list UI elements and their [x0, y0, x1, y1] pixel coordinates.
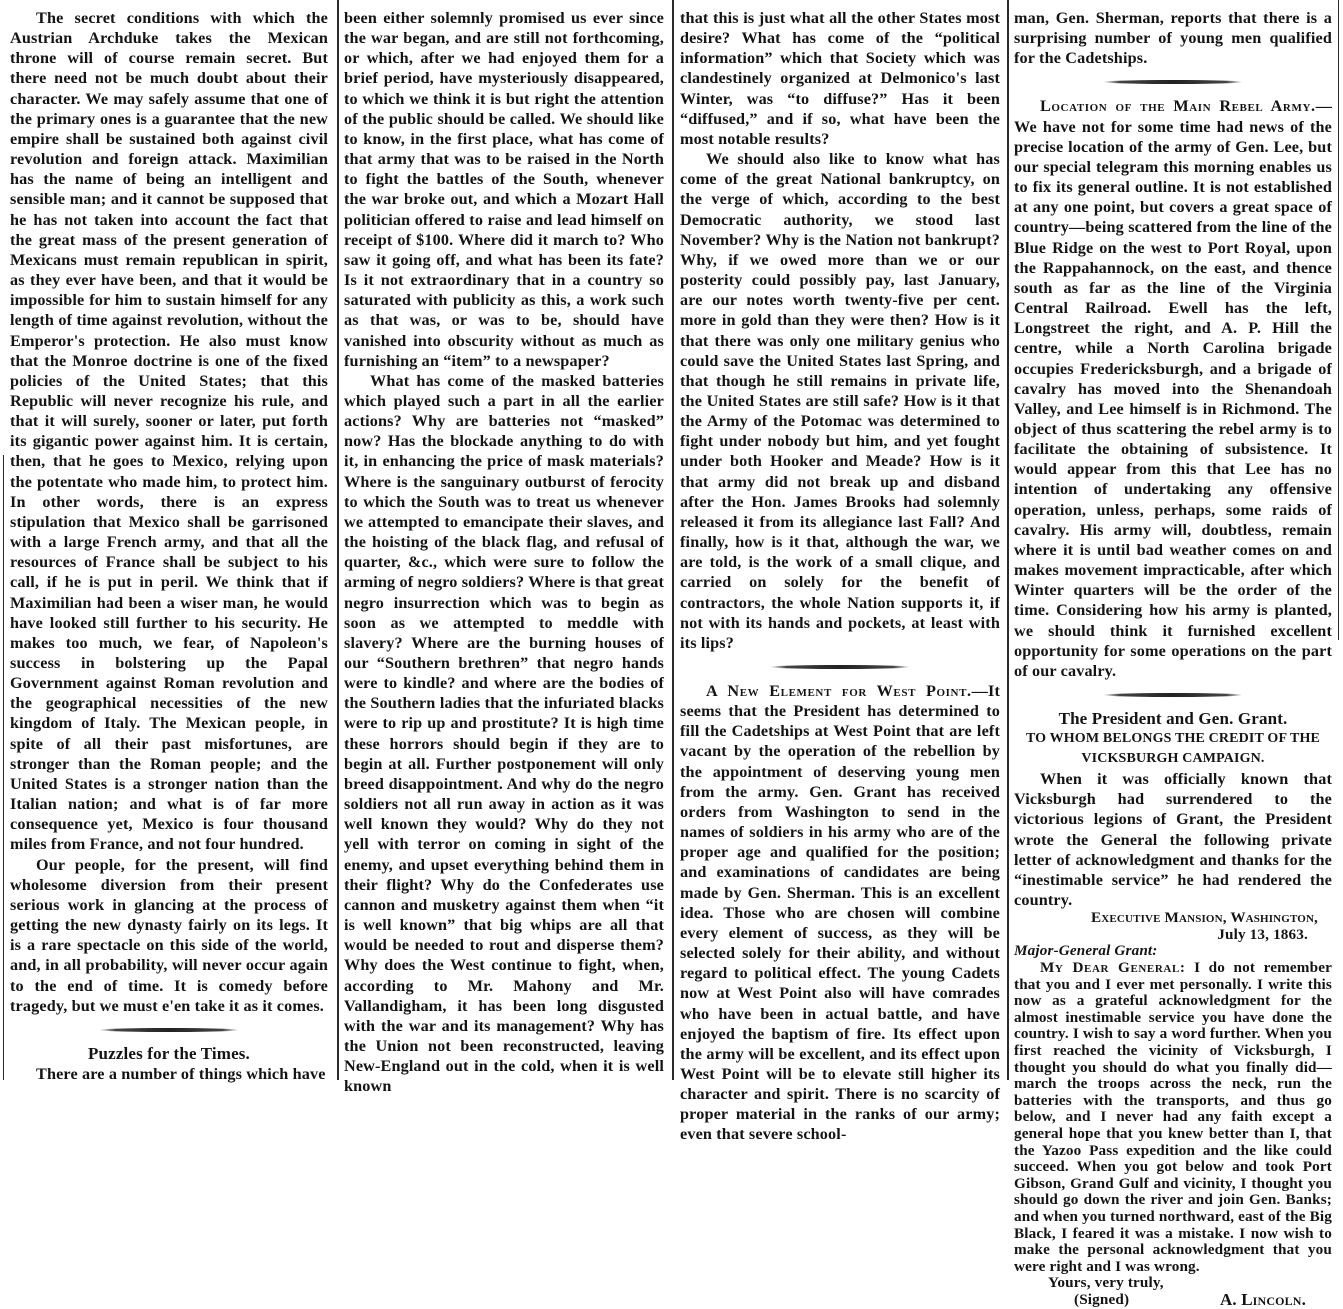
- section-divider: [99, 1028, 239, 1032]
- article-west-point-body: —It seems that the President has determined to fill the Cadetships at West Point that are left vacant by the operation of the rebellion by the appointment of deserving young men from the army. Gen. Grant has received orders from Washington to send in the names of soldiers in his army who are of the proper age and qualified for the position; and examinations of candidates are being made by Gen. Sherman. This is an excellent idea. Those who are chosen will combine every element of success, as they will be selected solely for their ability, and without regard to political effect. The young Cadets now at West Point also will have comrades who have been in actual battle, and have enjoyed the baptism of fire. Its effect upon the army will be excellent, and its effect upon West Point will be to elevate still higher its character and spirit. There is no scarcity of proper material in the ranks of our army; even that severe school-: [680, 682, 1000, 1144]
- letter-body-text: I do not remember that you and I ever met personally. I write this now as a grateful acknowledgment for the almost inestimable service you have done the country. I wish to say a word further. When you first reached the vicinity of Vicksburgh, I thought you should do what you finally did—march the troops across the neck, run the batteries with the transports, and thus go below, and I never had any faith except a general hope that you knew better than I, that the Yazoo Pass expedition and the like could succeed. When you got below and took Port Gibson, Grand Gulf and vicinity, I thought you should go down the river and join Gen. Banks; and when you turned northward, east of the Big Black, I feared it was a mistake. I now wish to make the personal acknowledgment that you were right and I was wrong.: [1014, 959, 1332, 1275]
- article-west-point-continued: man, Gen. Sherman, reports that there is a surprising number of young men qualified for the Cadetships.: [1014, 9, 1332, 68]
- column-1: [10, 0, 328, 1083]
- letter-body: [1014, 960, 1332, 1275]
- section-divider: [770, 665, 910, 669]
- column-rule-3: [1007, 0, 1009, 1080]
- article-rebel-army-body: —We have not for some time had news of the precise location of the army of Gen. Lee, but our special telegram this morning enables us to fix its general outline. It is not established at any one point, but covers a great space of country—being scattered from the line of the Blue Ridge on the west to Port Royal, upon the Rappahannock, on the east, and thence south as far as the line of the Virginia Central Railroad. Ewell has the left, Longstreet the right, and A. P. Hill the centre, while a North Carolina brigade occupies Fredericksburgh, and a brigade of cavalry has moved into the Shenandoah Valley, and Lee himself is in Richmond. The object of thus scattering the rebel army is to facilitate the obtaining of subsistence. It would appear from this that Lee has no intention of undertaking any offensive operation, unless, perhaps, some raids of cavalry. His army will, doubtless, remain where it is until bad weather comes on and makes movement impracticable, after which Winter quarters will be the order of the time. Considering how his army is planted, we should think it furnished excellent opportunity for some operations on the part of our cavalry.: [1014, 97, 1332, 680]
- article-puzzles-paragraph-2: What has come of the masked batteries which played such a part in all the earlier actions? Why are batteries not “masked” now? Has the blockade anything to do with it, in enhancing the price of mask materials? Where is the sanguinary outburst of ferocity to which the South was to treat us whenever we attempted to emancipate their slaves, and the hoisting of the black flag, and refusal of quarter, &c., which were sure to follow the arming of negro soldiers? Where is that great negro insurrection which was to begin as soon as we attempted to meddle with slavery? Where are the burning houses of our “Southern brethren” that negro hands were to kindle? and where are the bodies of the Southern ladies that the infuriated blacks were to rip up and prostitute? It is high time these horrors should begin if they are to begin at all. Further postponement will only breed disappointment. And why do the negro soldiers not all run away in action as it was well known they would? Why do they not yell with terror on coming in sight of the enemy, and upset everything behind them in their flight? Why do the Confederates use cannon and musketry against them when “it is well known” that big whips are all that would be needed to rout and disperse them? Why does the West continue to fight, when, according to Mr. Mahony and Mr. Vallandigham, it has been long disgusted with the war and its management? Why has the Union not been reconstructed, leaving New-England out in the cold, when it is well known: [344, 371, 664, 1096]
- article-puzzles-paragraph-4: We should also like to know what has come of the great National bankruptcy, on the verge of which, according to the best Democratic authority, we stood last November? Why is the Nation not bankrupt? Why, if we owed more than we or our posterity could possibly pay, last January, are our notes worth twenty-five per cent. more in gold than they were then? How is it that there was only one military genius who could save the United States last Spring, and that though he still remains in private life, the United States are still safe? How is it that the Army of the Potomac was determined to fight under nobody but him, and yet fought under both Hooker and Meade? How is it that army did not break up and disband after the Hon. James Brooks had solemnly released it from its allegiance last Fall? And finally, how is it that, although the war, we are told, is the work of a small clique, and carried on solely for the benefit of contractors, the whole Nation supports it, if not with its hands and pockets, at least with its lips?: [680, 150, 1000, 652]
- lincoln-letter: [1014, 910, 1332, 1308]
- heading-puzzles-for-the-times: Puzzles for the Times.: [88, 1043, 250, 1063]
- article-puzzles-opening: There are a number of things which have: [36, 1064, 326, 1083]
- article-west-point: [680, 681, 1000, 1145]
- letter-signed-label: (Signed): [1074, 1290, 1130, 1308]
- subheading-vicksburgh-credit: TO WHOM BELONGS THE CREDIT OF THE VICKSBURGH CAMPAIGN.: [1025, 731, 1321, 767]
- letter-dateline-place: Executive Mansion, Washington,: [1091, 909, 1318, 927]
- column-2: [344, 0, 664, 1096]
- letter-signature: A. Lincoln.: [1219, 1289, 1306, 1309]
- column-4: [1014, 0, 1332, 1309]
- section-divider: [1103, 693, 1243, 697]
- column-rule-right-edge: [1338, 0, 1339, 640]
- article-mexico-paragraph-2: Our people, for the present, will find wholesome diversion from their present serious work in glancing at the process of getting the new dynasty fairly on its legs. It is a rare spectacle on this side of the world, and, in all probability, will never occur again to the end of time. It is comedy before tragedy, but we must e'en take it as it comes.: [10, 855, 328, 1015]
- letter-dateline-date: July 13, 1863.: [1217, 925, 1308, 943]
- article-president-grant-intro: When it was officially known that Vicksburgh had surrendered to the victorious legions of Grant, the President wrote the General the following private letter of acknowledgment and thanks for the “inestimable service” he had rendered the country.: [1014, 770, 1332, 910]
- heading-president-and-gen-grant: The President and Gen. Grant.: [1058, 709, 1288, 728]
- letter-greeting: My Dear General:: [1040, 959, 1186, 977]
- column-rule-1: [337, 0, 339, 1080]
- column-rule-left-edge: [3, 455, 4, 1080]
- section-divider: [1103, 80, 1243, 84]
- headline-location-main-rebel-army: Location of the Main Rebel Army.: [1040, 97, 1316, 116]
- article-rebel-army: [1014, 96, 1332, 681]
- article-puzzles-paragraph-3: that this is just what all the other States most desire? What has come of the “political information” which that Society which was clandestinely organized at Delmonico's last Winter, was “to diffuse?” Has it been “diffused,” and if so, what have been the most notable results?: [680, 9, 1000, 148]
- article-puzzles-paragraph-1: been either solemnly promised us ever since the war began, and are still not forthcoming, or which, after we had enjoyed them for a brief period, have mysteriously disappeared, to which we think it is but right the attention of the public should be called. We should like to know, in the first place, what has come of that army that was to be raised in the North to fight the battles of the South, whenever the war broke out, and which a Mozart Hall politician offered to raise and lead himself on receipt of $100. Where did it march to? Who saw it going off, and what has been its fate? Is it not extraordinary that in a country so saturated with publicity as this, a work such as that was, or was to be, should have vanished into obscurity without as much as furnishing an “item” to a newspaper?: [344, 9, 664, 370]
- letter-signature-row: [1014, 1289, 1332, 1309]
- letter-closing: Yours, very truly,: [1048, 1274, 1164, 1292]
- headline-new-element-west-point: A New Element for West Point.: [706, 682, 972, 700]
- letter-addressee: Major-General Grant:: [1014, 942, 1158, 960]
- column-rule-2: [672, 0, 674, 1080]
- column-3: [680, 0, 1000, 1144]
- article-mexico-paragraph-1: The secret conditions with which the Austrian Archduke takes the Mexican throne will of course remain secret. But there need not be much doubt about their character. We may safely assume that one of the primary ones is a guarantee that the new empire shall be sustained both against civil revolution and foreign attack. Maximilian has the name of being an intelligent and sensible man; and it cannot be supposed that he has not taken into account the fact that the great mass of the present generation of Mexicans must remain republican in spirit, as they ever have been, and that it would be impossible for him to sustain himself for any length of time against revolution, without the Emperor's protection. He also must know that the Monroe doctrine is one of the fixed policies of the United States; that this Republic will never recognize his rule, and that it will surely, sooner or later, put forth its gigantic power against him. It is certain, then, that he goes to Mexico, relying upon the potentate who made him, to protect him. In other words, there is an express stipulation that Mexico shall be garrisoned with a large French army, and that all the resources of France shall be subject to his call, if he is put in peril. We think that if Maximilian had been a wiser man, he would have looked still further to his security. He makes too much, we fear, of Napoleon's success in bolstering up the Papal Government against Roman revolution and the geographical necessities of the new kingdom of Italy. The Mexican people, in spite of all their past misfortunes, are stronger than the Roman people; and the United States is a stronger nation than the Italian nation; and what is of far more consequence yet, Mexico is four thousand miles from France, and not four hundred.: [10, 9, 328, 854]
